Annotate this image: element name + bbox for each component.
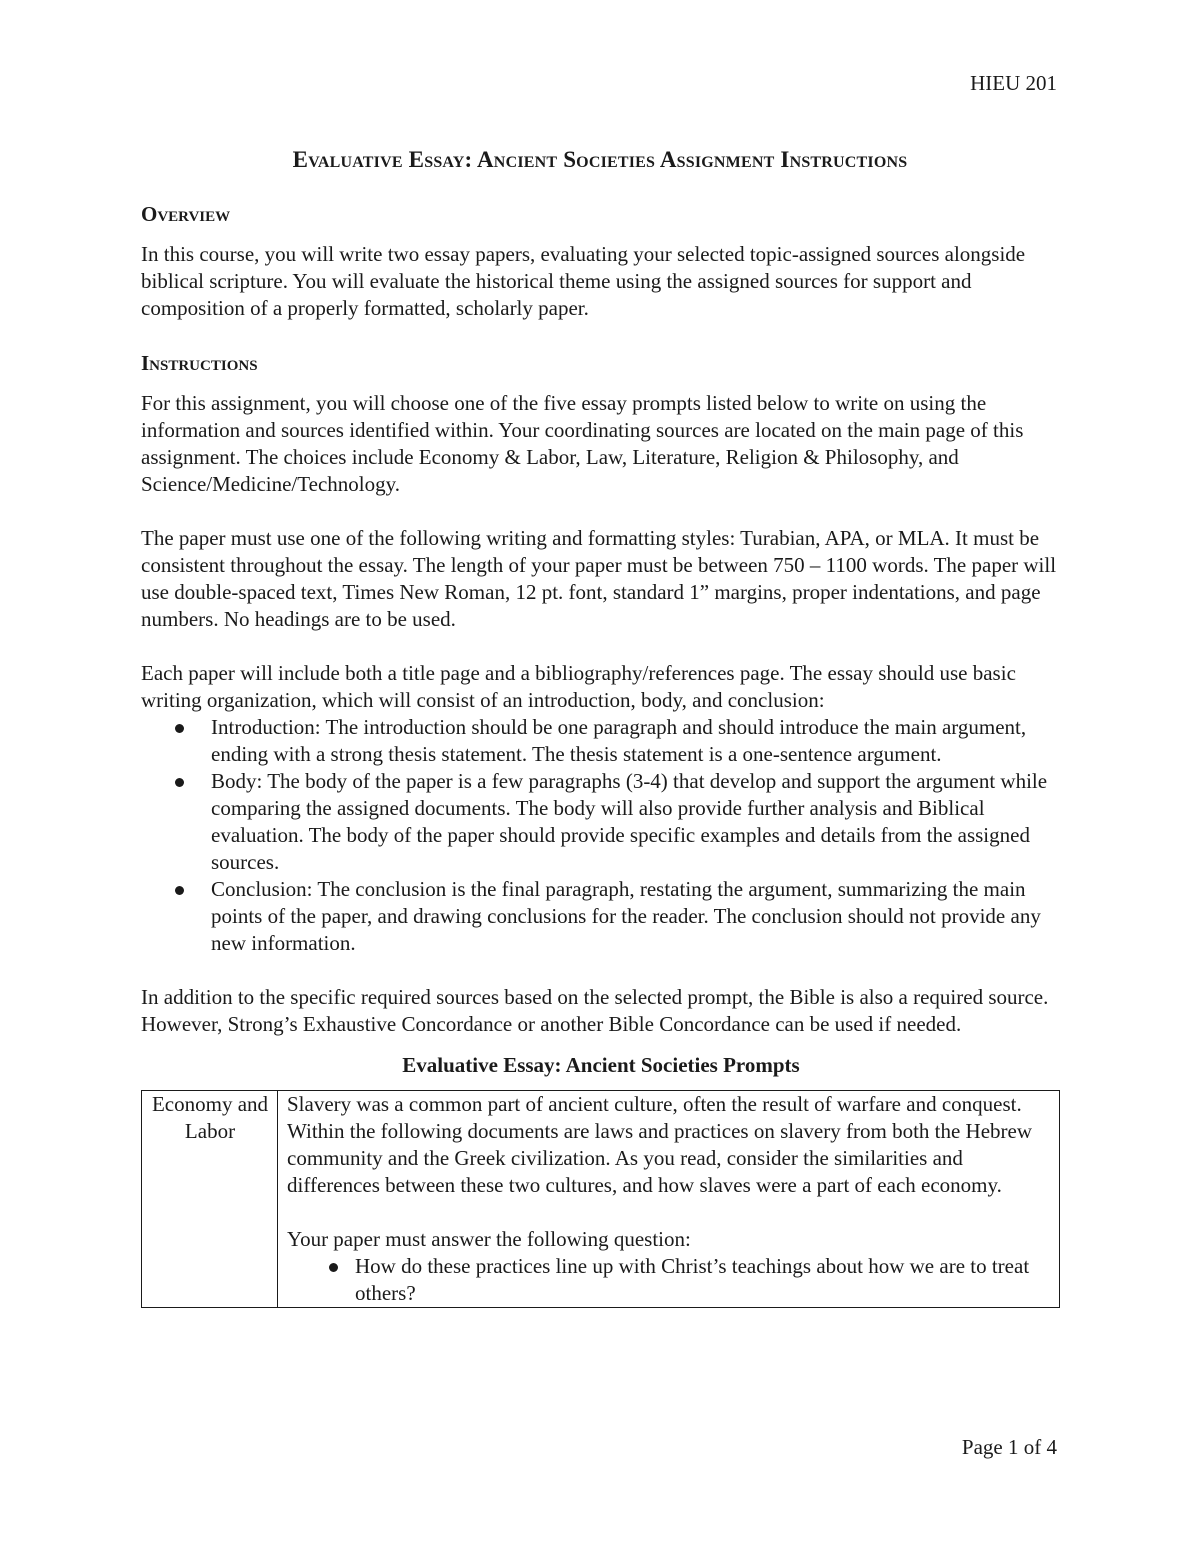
overview-heading: Overview — [141, 202, 231, 226]
list-item-text: How do these practices line up with Christ’s teachings about how we are to treat others? — [355, 1254, 1030, 1305]
instructions-paragraph-4: In addition to the specific required sources based on the selected prompt, the Bible is also a required source. However, Strong’s Exhaustive Concordance or another Bible Concordance can be used if needed. — [141, 985, 1049, 1036]
list-item-text: Body: The body of the paper is a few paragraphs (3-4) that develop and support the argument while comparing the assigned documents. The body will also provide further analysis and Biblical evaluation. The body of the paper should provide specific examples and details from the assigned sources. — [211, 769, 1048, 874]
course-code: HIEU 201 — [970, 71, 1057, 95]
page-number: Page 1 of 4 — [961, 1435, 1057, 1459]
instructions-paragraph-3: Each paper will include both a title page and a bibliography/references page. The essay should use basic writing organization, which will consist of an introduction, body, and conclusion: — [141, 661, 1016, 712]
document-body — [141, 201, 1061, 1308]
bullet-icon — [175, 886, 184, 895]
list-item — [141, 768, 1061, 876]
prompts-table-title: Evaluative Essay: Ancient Societies Prompts — [402, 1053, 800, 1077]
list-item — [141, 714, 1061, 768]
list-item-text: Conclusion: The conclusion is the final paragraph, restating the argument, summarizing the main points of the paper, and drawing conclusions for the reader. The conclusion should not provide any new information. — [211, 877, 1041, 955]
bullet-icon — [175, 724, 184, 733]
list-item — [287, 1253, 1051, 1307]
essay-structure-list — [141, 714, 1061, 957]
prompts-table — [141, 1090, 1060, 1308]
prompt-question-intro: Your paper must answer the following question: — [287, 1227, 691, 1251]
document-title: Evaluative Essay: Ancient Societies Assignment Instructions — [292, 147, 908, 172]
list-item-text: Introduction: The introduction should be one paragraph and should introduce the main argument, ending with a strong thesis statement. The thesis statement is a one-sentence argument. — [211, 715, 1027, 766]
table-cell-description — [278, 1091, 1060, 1308]
overview-paragraph: In this course, you will write two essay papers, evaluating your selected topic-assigned sources alongside biblical scripture. You will evaluate the historical theme using the assigned sources for support and composition of a properly formatted, scholarly paper. — [141, 242, 1026, 320]
instructions-paragraph-1: For this assignment, you will choose one of the five essay prompts listed below to write on using the information and sources identified within. Your coordinating sources are located on the main page of this assignment. The choices include Economy & Labor, Law, Literature, Religion & Philosophy, and Science/Medicine/Technology. — [141, 391, 1024, 496]
bullet-icon — [329, 1263, 338, 1272]
bullet-icon — [175, 778, 184, 787]
prompt-description: Slavery was a common part of ancient culture, often the result of warfare and conquest. Within the following documents are laws and practices on slavery from both the Hebrew community and the Greek civilization. As you read, consider the similarities and differences between these two cultures, and how slaves were a part of each economy. — [287, 1092, 1033, 1197]
instructions-paragraph-2: The paper must use one of the following writing and formatting styles: Turabian, APA, or MLA. It must be consistent throughout the essay. The length of your paper must be between 750 – 1100 words. The paper will use double-spaced text, Times New Roman, 12 pt. font, standard 1” margins, proper indentations, and page numbers. No headings are to be used. — [141, 526, 1057, 631]
prompt-question-list — [287, 1253, 1051, 1307]
table-cell-topic: Economy and Labor — [142, 1091, 278, 1308]
table-row — [142, 1091, 1060, 1308]
instructions-heading: Instructions — [141, 351, 258, 375]
list-item — [141, 876, 1061, 957]
